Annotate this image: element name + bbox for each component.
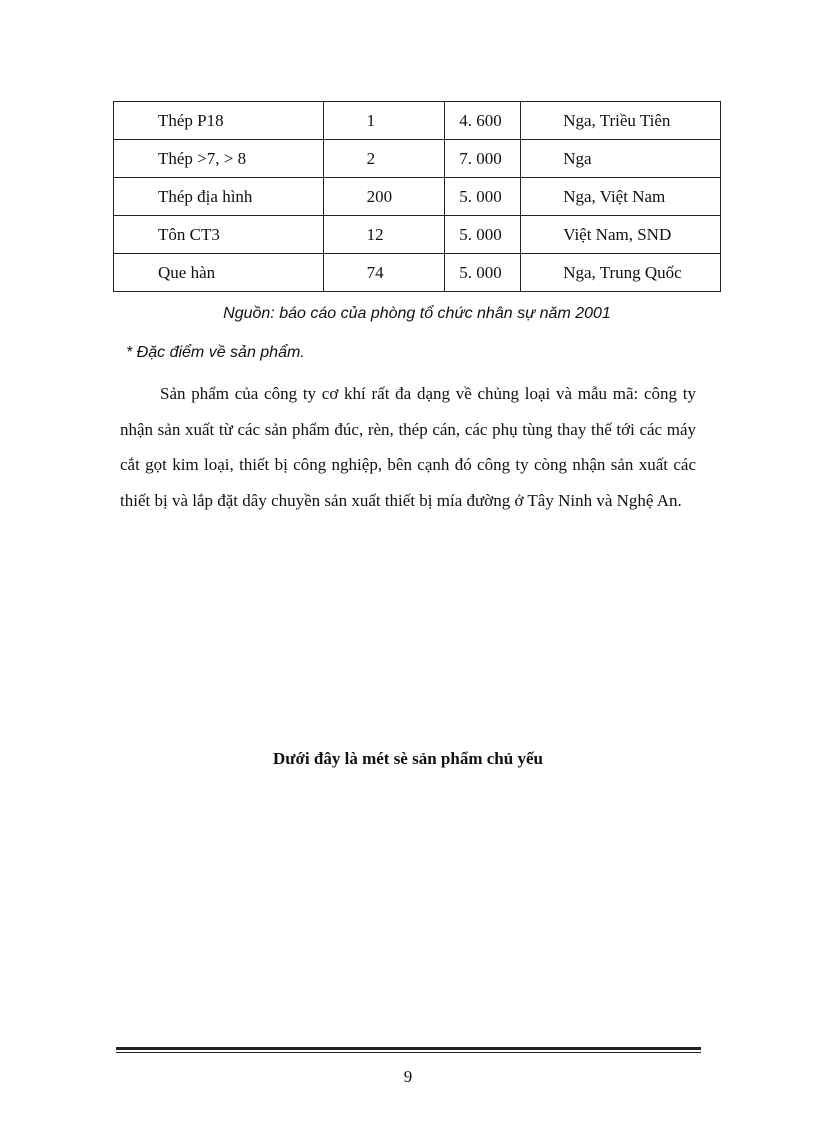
section-title: Dưới đây là mét sè sản phẩm chủ yếu bbox=[273, 749, 543, 768]
material-name-cell: Tôn CT3 bbox=[114, 216, 324, 254]
material-name-cell: Thép >7, > 8 bbox=[114, 140, 324, 178]
quantity-cell: 1 bbox=[323, 102, 445, 140]
origin-cell: Việt Nam, SND bbox=[521, 216, 721, 254]
origin-cell: Nga, Triều Tiên bbox=[521, 102, 721, 140]
body-paragraph: Sản phẩm của công ty cơ khí rất đa dạng về chủng loại và mẫu mã: công ty nhận sản xuất từ các sản phẩm đúc, rèn, thép cán, các phụ tùng thay thế tới các máy cắt gọt kim loại, thiết bị công nghiệp, bên cạnh đó công ty còng nhận sản xuất các thiết bị và lắp đặt dây chuyền sản xuất thiết bị mía đường ở Tây Ninh và Nghệ An. bbox=[120, 384, 696, 510]
price-cell: 5. 000 bbox=[445, 254, 521, 292]
material-name-cell: Que hàn bbox=[114, 254, 324, 292]
price-cell: 4. 600 bbox=[445, 102, 521, 140]
table-row bbox=[114, 102, 721, 140]
material-name-cell: Thép địa hình bbox=[114, 178, 324, 216]
table-row bbox=[114, 254, 721, 292]
page-number: 9 bbox=[403, 1067, 413, 1086]
material-name-cell: Thép P18 bbox=[114, 102, 324, 140]
origin-cell: Nga, Việt Nam bbox=[521, 178, 721, 216]
footer-rule-thin bbox=[116, 1052, 701, 1053]
quantity-cell: 200 bbox=[323, 178, 445, 216]
origin-cell: Nga bbox=[521, 140, 721, 178]
footer-rule bbox=[116, 1047, 701, 1050]
table-row bbox=[114, 178, 721, 216]
section-subheading: * Đặc điểm về sản phẩm. bbox=[126, 344, 305, 361]
table-row bbox=[114, 140, 721, 178]
table-row bbox=[114, 216, 721, 254]
materials-table bbox=[113, 101, 721, 292]
price-cell: 5. 000 bbox=[445, 178, 521, 216]
quantity-cell: 2 bbox=[323, 140, 445, 178]
origin-cell: Nga, Trung Quốc bbox=[521, 254, 721, 292]
table-source-note: Nguồn: báo cáo của phòng tổ chức nhân sự năm 2001 bbox=[223, 305, 611, 322]
quantity-cell: 74 bbox=[323, 254, 445, 292]
price-cell: 7. 000 bbox=[445, 140, 521, 178]
price-cell: 5. 000 bbox=[445, 216, 521, 254]
quantity-cell: 12 bbox=[323, 216, 445, 254]
